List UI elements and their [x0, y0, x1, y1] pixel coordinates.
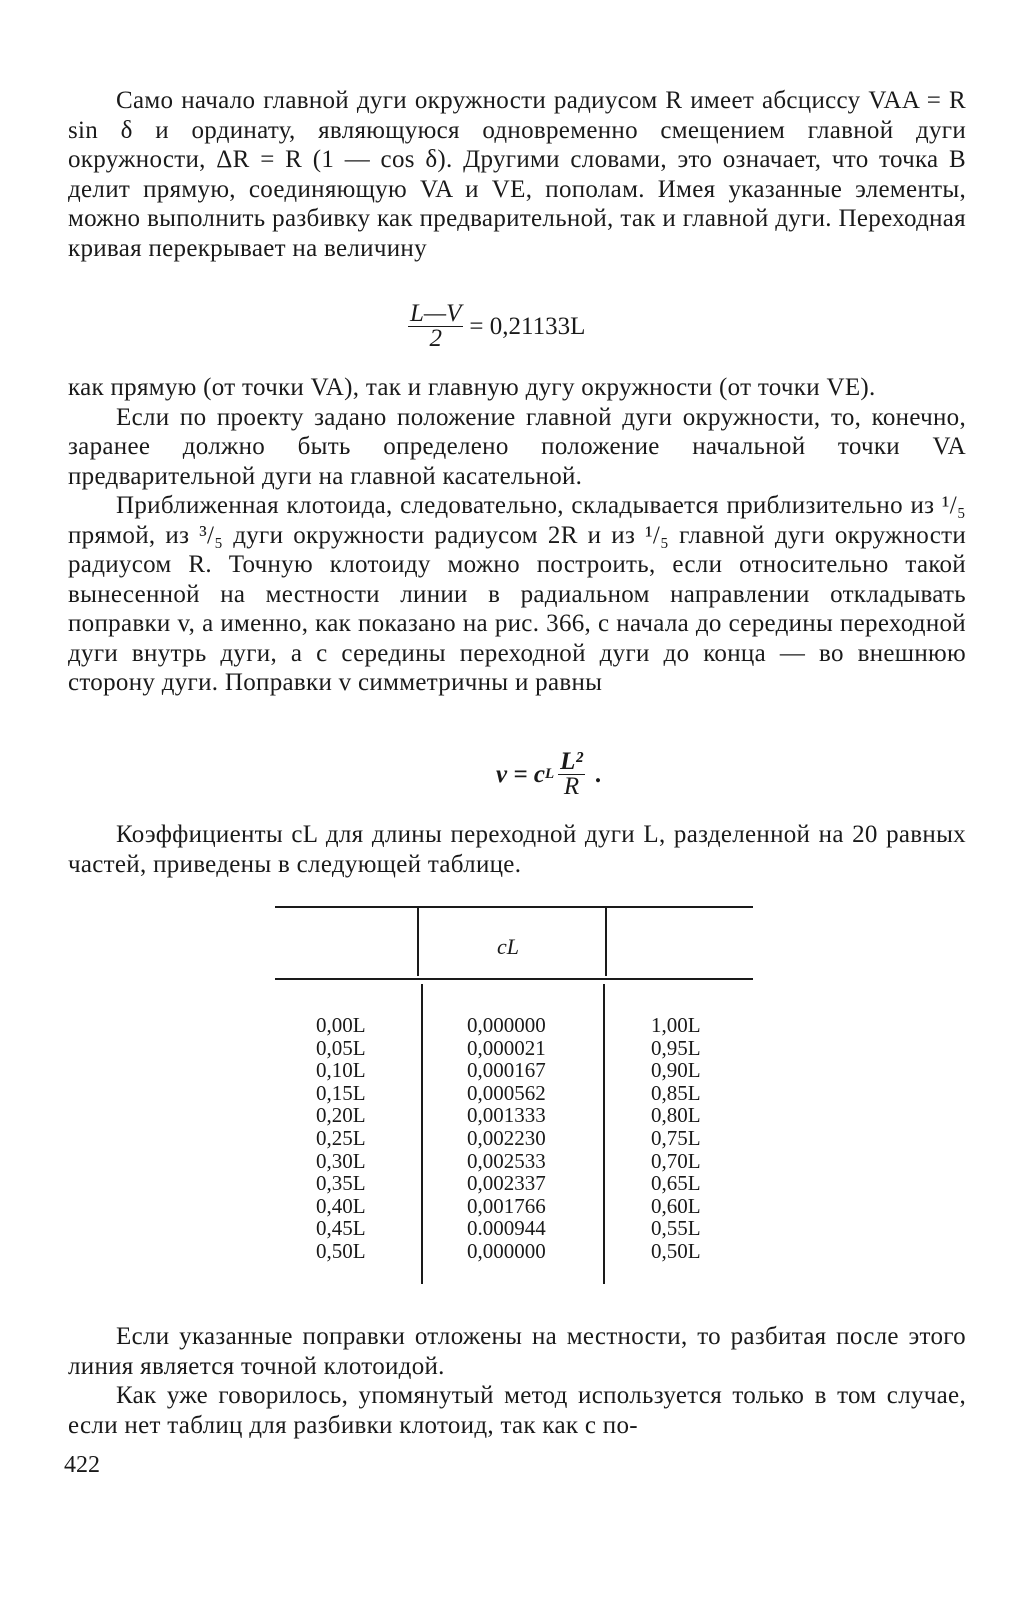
table-cell: 0,001333: [467, 1103, 546, 1128]
table-cell: 0,25L: [316, 1125, 366, 1150]
table-cell: 0,000021: [467, 1035, 546, 1060]
table-cell: 0,000167: [467, 1058, 546, 1083]
table-body-divider-left: [421, 984, 423, 1284]
formula-correction-fraction: [558, 750, 585, 799]
table-cell: 0,10L: [316, 1058, 366, 1083]
paragraph-3: Если по проекту задано положение главной дуги окружности, то, конечно, заранее должно быть определено положение начальной точки VA предварительной дуги на главной касательной.: [68, 403, 966, 490]
formula-correction-numerator: L²: [560, 748, 583, 775]
paragraph-1: Само начало главной дуги окружности радиусом R имеет абсциссу VAA = R sin δ и ординату, являющуюся одновременно смещением главной дуги окружности, ΔR = R (1 — cos δ). Другими словами, это означает, что точка B делит прямую, соединяющую VA и VE, пополам. Имея указанные элементы, можно выполнить разбивку как предварительной, так и главной дуги. Переходная кривая перекрывает на величину: [68, 87, 966, 262]
formula-overlap-fraction: [408, 302, 463, 351]
table-cell: 0.000944: [467, 1216, 546, 1241]
table-cell: 0,90L: [651, 1058, 701, 1083]
formula-correction-lhs: v = c: [496, 760, 545, 788]
table-cell: 0,000000: [467, 1013, 546, 1037]
table-cell: 0,55L: [651, 1216, 701, 1241]
table-cell: 0,000000: [467, 1238, 546, 1263]
table-cell: 0,20L: [316, 1103, 366, 1128]
table-cell: 0,002230: [467, 1125, 546, 1150]
table-cell: 0,00L: [316, 1013, 366, 1037]
table-column-left: [316, 1014, 366, 1263]
formula-overlap-denominator: 2: [429, 325, 442, 352]
table-cell: 0,60L: [651, 1193, 701, 1218]
table-cell: 0,001766: [467, 1193, 546, 1218]
table-cell: 0,95L: [651, 1035, 701, 1060]
formula-overlap-rhs: = 0,21133L: [469, 312, 586, 340]
table-cell: 0,40L: [316, 1193, 366, 1218]
paragraph-5: Коэффициенты cL для длины переходной дуги L, разделенной на 20 равных частей, приведены в следующей таблице.: [68, 821, 966, 878]
text-block-top: [68, 86, 966, 263]
table-cell: 0,002337: [467, 1171, 546, 1196]
table-column-right: [651, 1014, 701, 1263]
table-cell: 0,002533: [467, 1148, 546, 1173]
table-cell: 0,45L: [316, 1216, 366, 1241]
formula-overlap: [408, 302, 585, 351]
table-top-rule: [275, 906, 753, 908]
paragraph-2: как прямую (от точки VA), так и главную дугу окружности (от точки VE).: [68, 374, 876, 401]
table-cell: 0,80L: [651, 1103, 701, 1128]
table-body-divider-right: [603, 984, 605, 1284]
table-header-rule: [275, 978, 753, 980]
formula-correction: [496, 750, 601, 799]
table-cell: 0,65L: [651, 1171, 701, 1196]
table-cell: 0,30L: [316, 1148, 366, 1173]
formula-correction-end: .: [594, 760, 602, 788]
paragraph-7: Как уже говорилось, упомянутый метод используется только в том случае, если нет таблиц для разбивки клотоид, так как с по-: [68, 1382, 966, 1439]
table-column-middle: [467, 1014, 546, 1263]
page-number: 422: [64, 1452, 100, 1478]
coefficients-table: [275, 906, 753, 1286]
table-cell: 0,50L: [316, 1238, 366, 1263]
table-header-cl: cL: [497, 934, 519, 959]
paragraph-4: Приближенная клотоида, следовательно, складывается приблизительно из ¹/₅ прямой, из ³/₅ дуги окружности радиусом 2R и из ¹/₅ главной дуги окружности радиусом R. Точную клотоиду можно построить, если относительно такой вынесенной на местности линии в радиальном направлении откладывать поправки v, а именно, как показано на рис. 366, с начала до середины переходной дуги внутрь дуги, а с середины переходной дуги до конца — во внешнюю сторону дуги. Поправки v симметричны и равны: [68, 492, 966, 696]
paragraph-6: Если указанные поправки отложены на местности, то разбитая после этого линия является точной клотоидой.: [68, 1323, 966, 1380]
table-cell: 0,50L: [651, 1238, 701, 1263]
formula-correction-subscript: L: [544, 766, 555, 782]
table-cell: 0,15L: [316, 1080, 366, 1105]
text-block-bottom: [68, 1322, 966, 1440]
table-header-divider-left: [417, 908, 419, 976]
table-cell: 0,05L: [316, 1035, 366, 1060]
table-cell: 0,35L: [316, 1171, 366, 1196]
formula-correction-denominator: R: [563, 773, 580, 800]
table-cell: 0,000562: [467, 1080, 546, 1105]
table-header-divider-right: [605, 908, 607, 976]
text-block-middle: [68, 373, 966, 698]
text-block-table-intro: [68, 820, 966, 879]
table-cell: 0,85L: [651, 1080, 701, 1105]
table-cell: 0,70L: [651, 1148, 701, 1173]
table-cell: 1,00L: [651, 1013, 701, 1037]
formula-overlap-numerator: L—V: [410, 300, 462, 327]
table-cell: 0,75L: [651, 1125, 701, 1150]
